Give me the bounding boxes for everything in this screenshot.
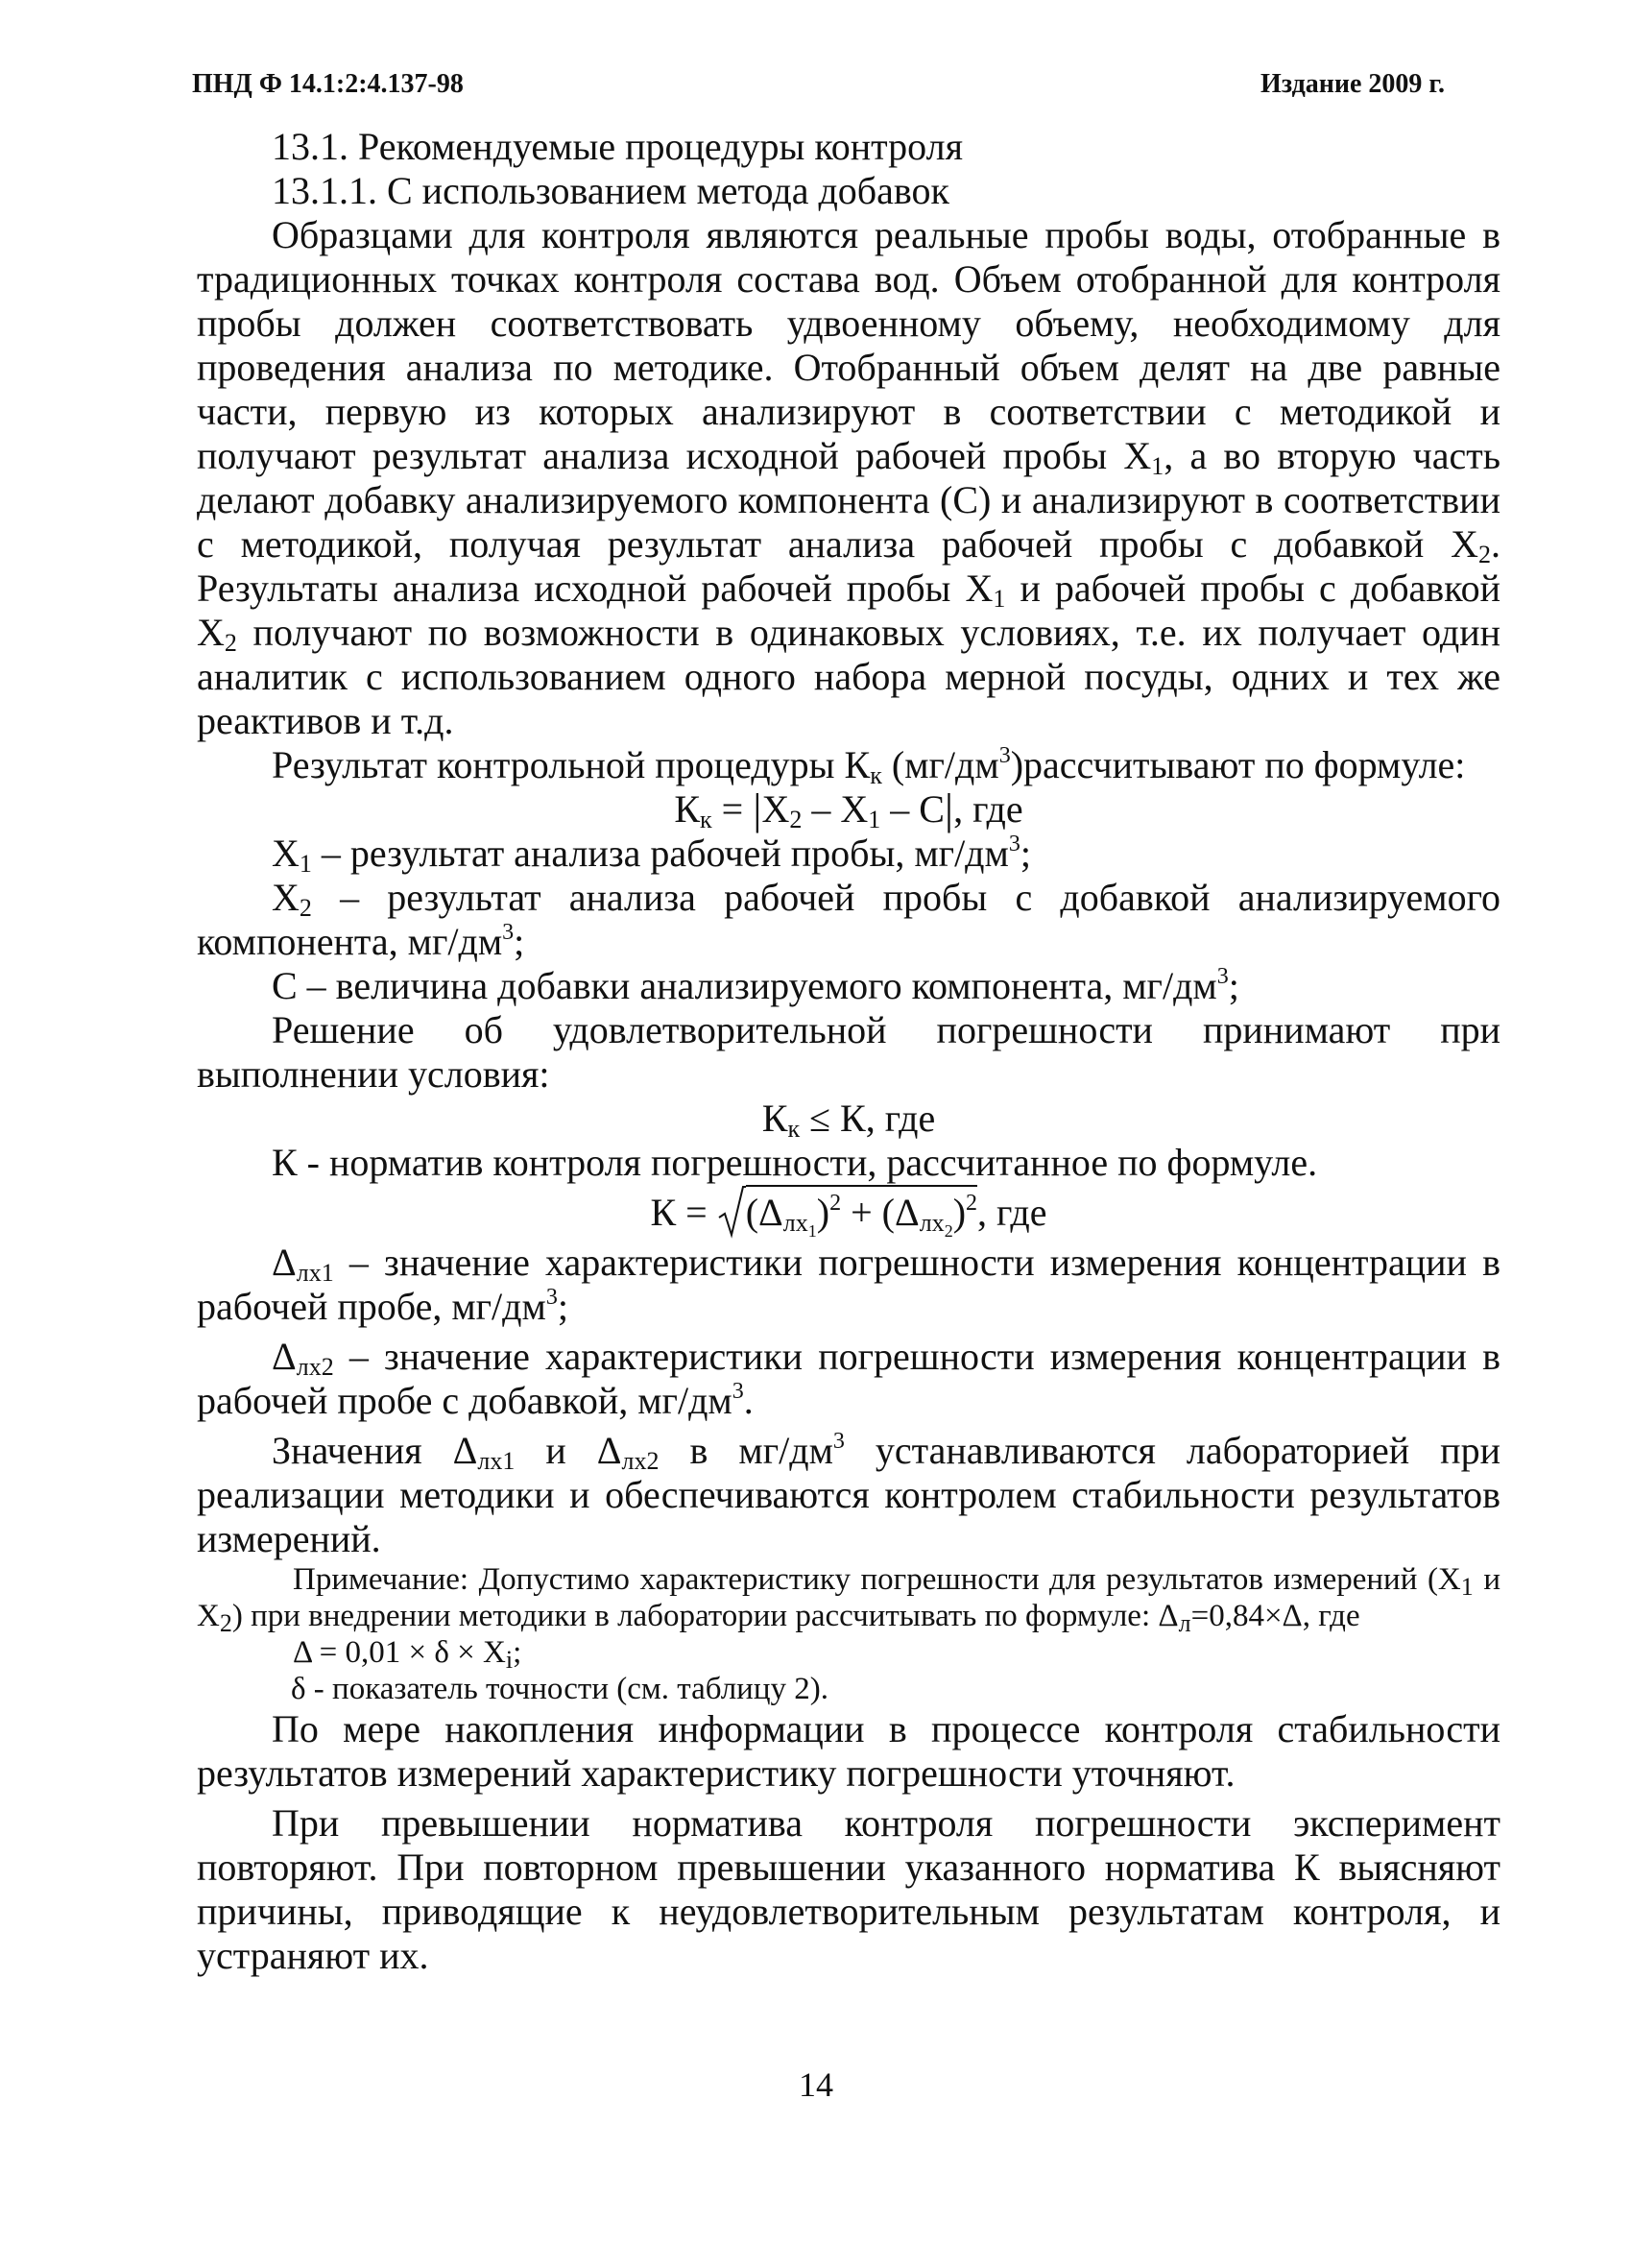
definition-x2: $X_2$ – результат анализа рабочей пробы с добавкой анализируемого компонента, $мг/дм^3$; — [197, 876, 1500, 963]
definition-k: К - норматив контроля погрешности, рассчитанное по формуле. — [272, 1141, 1318, 1184]
edition-label: Издание 2009 г. — [1260, 69, 1445, 99]
paragraph-values: Значения $\Delta_{лх1}$ и $\Delta_{лх2}$ в $мг/дм^3$ устанавливаются лабораторией при реализации методики и обеспечиваются контролем стабильности результатов измерений. — [197, 1429, 1500, 1560]
section-heading-13-1: 13.1. Рекомендуемые процедуры контроля — [272, 125, 963, 168]
document-body — [197, 125, 1500, 1978]
paragraph-accumulation: По мере накопления информации в процессе контроля стабильности результатов измерений характеристику погрешности уточняют. — [197, 1707, 1500, 1795]
note-delta-definition: δ - показатель точности (см. таблицу 2). — [291, 1672, 828, 1706]
paragraph-samples: Образцами для контроля являются реальные пробы воды, отобранные в традиционных точках контроля состава вод. Объем отобранной для контроля пробы должен соответствовать удвоенному объему, необходимому для проведения анализа по методике. Отобранный объем делят на две равные части, первую из которых анализируют в соответствии с методикой и получают результат анализа исходной рабочей пробы $X_1$, а во вторую часть делают добавку анализируемого компонента (С) и анализируют в соответствии с методикой, получая результат анализа рабочей пробы с добавкой $X_2$. Результаты анализа исходной рабочей пробы $X_1$ и рабочей пробы с добавкой $X_2$ получают по возможности в одинаковых условиях, т.е. их получает один аналитик с использованием одного набора мерной посуды, одних и тех же реактивов и т.д. — [197, 213, 1501, 742]
page-number: 14 — [799, 2065, 833, 2104]
section-heading-13-1-1: 13.1.1. С использованием метода добавок — [272, 169, 949, 212]
paragraph-decision: Решение об удовлетворительной погрешности принимают при выполнении условия: — [197, 1008, 1500, 1096]
radicand: $(\Delta_{лх_1})^2 + (\Delta_{лх_2})^2$ — [746, 1185, 977, 1234]
note-paragraph: Примечание: Допустимо характеристику погрешности для результатов измерений ($X_1$ и $X_2$) при внедрении методики в лаборатории рассчитывать по формуле: $\Delta_л=0,84\times\Delta$, где — [197, 1562, 1500, 1637]
result-formula-intro: Результат контрольной процедуры $К_к$ $(мг/дм^3)рассчитывают$ по формуле: — [272, 743, 1466, 789]
note-formula-delta: $\Delta = 0,01 \times \delta \times X_i$; — [293, 1635, 522, 1674]
formula-control-result: $К_к = |X_2 - X_1 - C|$, где — [674, 784, 1023, 833]
formula-condition: $К_к \le К$, где — [761, 1097, 936, 1143]
square-root-sign — [717, 1185, 746, 1241]
definition-c: С – величина добавки анализируемого компонента, $мг/дм^3$; — [272, 964, 1239, 1007]
formula-k-norm: $К = (\Delta_{лх_1})^2 + (\Delta_{лх_2})^2$, где — [197, 1185, 1500, 1241]
definition-delta-x1: $\Delta_{лх1}$ – значение характеристики погрешности измерения концентрации в рабочей пробе, $мг/дм^3$; — [197, 1241, 1500, 1328]
definition-x1: $X_1$ – результат анализа рабочей пробы, $мг/дм^3$; — [272, 832, 1031, 878]
document-code: ПНД Ф 14.1:2:4.137-98 — [192, 69, 464, 99]
paragraph-exceedance: При превышении норматива контроля погрешности эксперимент повторяют. При повторном превышении указанного норматива К выясняют причины, приводящие к неудовлетворительным результатам контроля, и устраняют их. — [197, 1801, 1500, 1977]
definition-delta-x2: $\Delta_{лх2}$ – значение характеристики погрешности измерения концентрации в рабочей пробе с добавкой, $мг/дм^3$. — [197, 1335, 1500, 1422]
